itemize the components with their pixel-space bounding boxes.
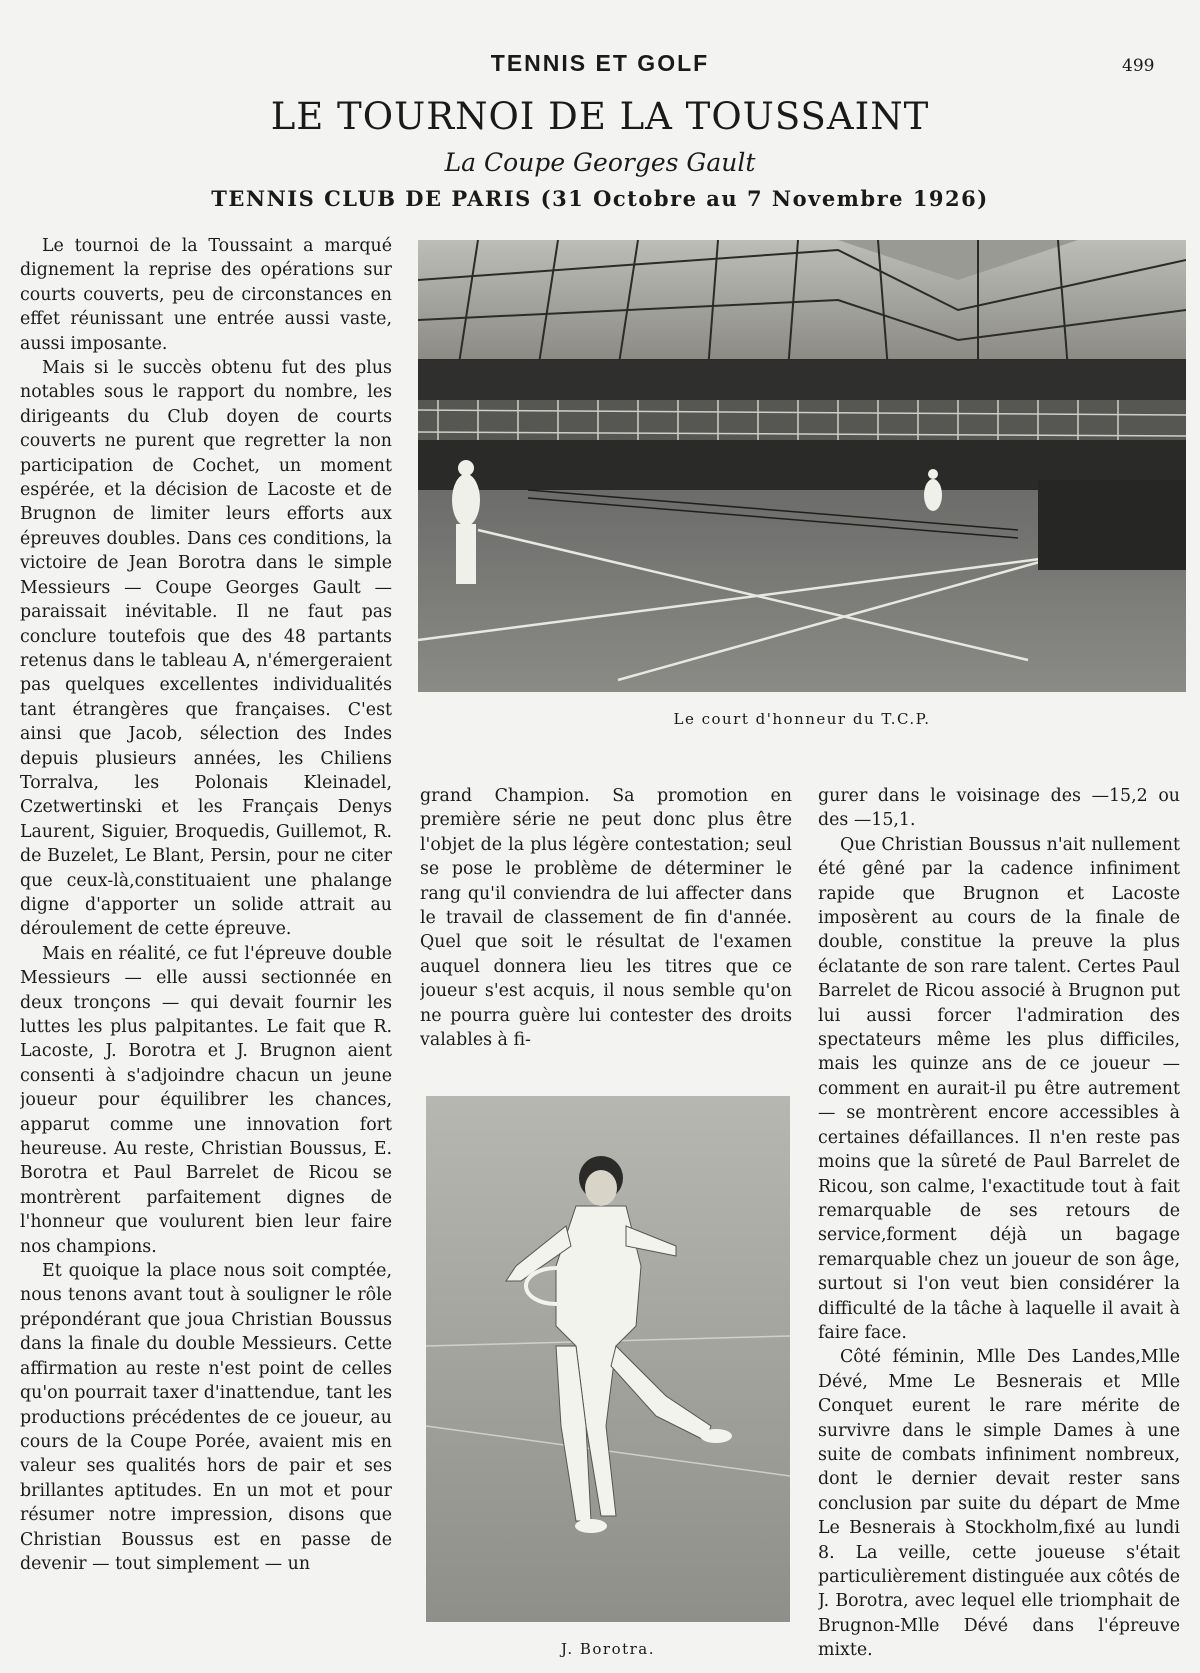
paragraph: Et quoique la place nous soit comptée, nous tenons avant tout à souligner le rôle prépondérant que joua Christian Boussus dans la finale du double Messieurs. Cette affirmation au reste n'est point de celles qu'on pourrait taxer d'inattendue, tant les productions précédentes de ce joueur, au cours de la Coupe Porée, avaient mis en valeur ses qualités hors de pair et ses brillantes aptitudes. En un mot et pour résumer notre impression, disons que Christian Boussus est en passe de devenir — tout simplement — un <box>20 1261 392 1574</box>
player-photo <box>426 1096 790 1622</box>
paragraph: Que Christian Boussus n'ait nullement été gêné par la cadence infiniment rapide que Brugnon et Lacoste imposèrent au cours de la finale de double, constitue la preuve la plus éclatante de son rare talent. Certes Paul Barrelet de Ricou associé à Brugnon put lui aussi forcer l'admiration des spectateurs même les plus difficiles, mais les quinze ans de ce joueur — comment en aurait-il pu être autrement — se montrèrent encore accessibles à certaines défaillances. Il n'en reste pas moins que la sûreté de Paul Barrelet de Ricou, son calme, l'exactitude tout à fait remarquable de ses retours de service,forment déjà un bagage remarquable chez un joueur de son âge, surtout si l'on veut bien considérer la difficulté de la tâche à laquelle il avait à faire face. <box>818 834 1180 1343</box>
paragraph: Côté féminin, Mlle Des Landes,Mlle Dévé, Mme Le Besnerais et Mlle Conquet eurent le rare mérite de survivre dans le simple Dames à une suite de combats infiniment nombreux, dont le dernier devait rester sans conclusion par suite du départ de Mme Le Besnerais à Stockholm,fixé au lundi 8. La veille, cette joueuse s'était particulièrement distinguée aux côtés de J. Borotra, avec lequel elle triomphait de Brugnon-Mlle Dévé dans l'épreuve mixte. <box>818 1347 1180 1661</box>
court-photo-caption: Le court d'honneur du T.C.P. <box>673 710 931 728</box>
left-column <box>20 234 392 1664</box>
paragraph: Mais en réalité, ce fut l'épreuve double Messieurs — elle aussi sectionnée en deux tronçons — qui devait fournir les luttes les plus palpitantes. Le fait que R. Lacoste, J. Borotra et J. Brugnon aient consenti à s'adjoindre chacun un jeune joueur pour équilibrer les chances, apparut comme une innovation fort heureuse. Au reste, Christian Boussus, E. Borotra et Paul Barrelet de Ricou se montrèrent parfaitement dignes de l'honneur que voulurent bien leur faire nos champions. <box>20 943 392 1257</box>
article-subtitle: La Coupe Georges Gault <box>444 148 756 177</box>
running-head: TENNIS ET GOLF <box>490 50 710 76</box>
article-title: LE TOURNOI DE LA TOUSSAINT <box>270 95 930 138</box>
tennis-player-photo-icon <box>426 1096 790 1622</box>
paragraph: Mais si le succès obtenu fut des plus notables sous le rapport du nombre, les dirigeants du Club doyen de courts couverts ne purent que regretter la non participation de Cochet, un moment espérée, et la décision de Lacoste et de Brugnon de limiter leurs efforts aux épreuves doubles. Dans ces conditions, la victoire de Jean Borotra dans le simple Messieurs — Coupe Georges Gault — paraissait inévitable. Il ne faut pas conclure toutefois que des 48 partants retenus dans le tableau A, n'émergeraient pas quelques excellentes individualités tant étrangères que françaises. C'est ainsi que Jacob, sélection des Indes depuis plusieurs années, les Chiliens Torralva, les Polonais Kleinadel, Czetwertinski et les Français Denys Laurent, Siguier, Broquedis, Guillemot, R. de Buzelet, Le Blant, Persin, pour ne citer que ceux-là,constituaient une phalange digne d'apporter un solide attrait au déroulement de cette épreuve. <box>20 358 392 940</box>
player-photo-caption: J. Borotra. <box>560 1640 656 1658</box>
paragraph: gurer dans le voisinage des —15,2 ou des —15,1. <box>818 786 1180 831</box>
right-column <box>818 784 1180 1664</box>
paragraph: grand Champion. Sa promotion en première série ne peut donc plus être l'objet de la plus légère contestation; seul se pose le problème de déterminer le rang qu'il conviendra de lui affecter dans le travail de classement de fin d'année. Quel que soit le résultat de l'examen auquel donnera lieu les titres que ce joueur s'est acquis, il nous semble qu'on ne pourra guère lui contester des droits valables à fi- <box>420 786 792 1051</box>
middle-column <box>420 784 792 1054</box>
article-subheading: TENNIS CLUB DE PARIS (31 Octobre au 7 Novembre 1926) <box>211 186 989 211</box>
court-photo <box>418 240 1186 692</box>
paragraph: Le tournoi de la Toussaint a marqué dignement la reprise des opérations sur courts couverts, peu de circonstances en effet réunissant une entrée aussi vaste, aussi imposante. <box>20 236 392 354</box>
page-number: 499 <box>1122 56 1155 76</box>
indoor-tennis-court-photo-icon <box>418 240 1186 692</box>
